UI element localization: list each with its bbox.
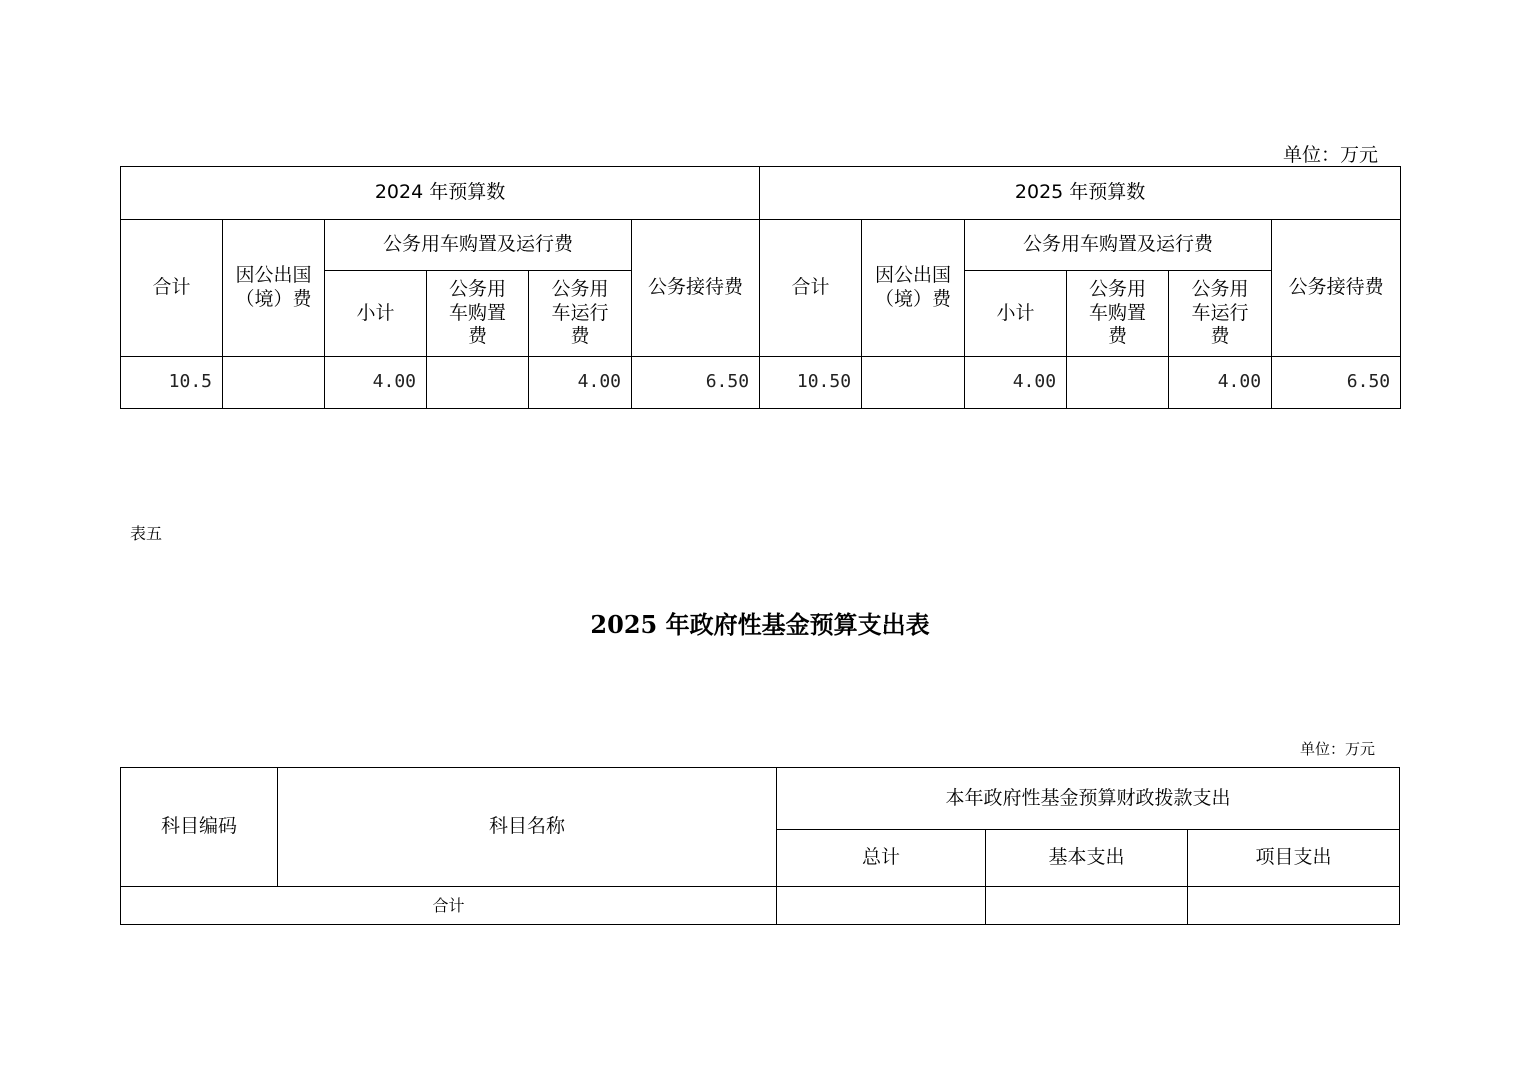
header-subtotal: 小计 [965, 271, 1067, 357]
cell-2024-total: 10.5 [121, 357, 223, 409]
header-2025-budget: 2025 年预算数 [760, 167, 1401, 220]
cell-2025-operation: 4.00 [1169, 357, 1272, 409]
header-subtotal: 小计 [325, 271, 427, 357]
header-subject-code: 科目编码 [121, 768, 278, 887]
header-vehicle-purchase: 公务用车购置费 [427, 271, 529, 357]
table-title: 2025 年政府性基金预算支出表 [590, 610, 930, 639]
cell-2025-purchase [1067, 357, 1169, 409]
header-2024-budget: 2024 年预算数 [121, 167, 760, 220]
three-public-expenses-table [120, 166, 1401, 409]
cell-project-expenditure [1188, 887, 1400, 925]
header-vehicle-operation: 公务用车运行费 [1169, 271, 1272, 357]
header-basic-expenditure: 基本支出 [986, 830, 1188, 887]
cell-2024-subtotal: 4.00 [325, 357, 427, 409]
row-total-label: 合计 [121, 887, 777, 925]
cell-2024-operation: 4.00 [529, 357, 632, 409]
header-project-expenditure: 项目支出 [1188, 830, 1400, 887]
cell-2025-subtotal: 4.00 [965, 357, 1067, 409]
header-total: 合计 [760, 220, 862, 357]
government-fund-expenditure-table [120, 767, 1400, 925]
header-fund-expenditure: 本年政府性基金预算财政拨款支出 [777, 768, 1400, 830]
cell-2025-total: 10.50 [760, 357, 862, 409]
cell-2025-abroad [862, 357, 965, 409]
header-reception-fee: 公务接待费 [1272, 220, 1401, 357]
unit-label: 单位：万元 [1300, 740, 1376, 758]
section-label: 表五 [130, 524, 163, 543]
header-reception-fee: 公务接待费 [632, 220, 760, 357]
header-vehicle-fee: 公务用车购置及运行费 [965, 220, 1272, 271]
table-row [121, 357, 1401, 409]
header-vehicle-operation: 公务用车运行费 [529, 271, 632, 357]
cell-2025-reception: 6.50 [1272, 357, 1401, 409]
header-vehicle-fee: 公务用车购置及运行费 [325, 220, 632, 271]
cell-2024-abroad [223, 357, 325, 409]
header-total: 合计 [121, 220, 223, 357]
header-vehicle-purchase: 公务用车购置费 [1067, 271, 1169, 357]
table-row [121, 887, 1400, 925]
header-subject-name: 科目名称 [278, 768, 777, 887]
cell-2024-purchase [427, 357, 529, 409]
cell-basic-expenditure [986, 887, 1188, 925]
header-abroad-fee: 因公出国（境）费 [223, 220, 325, 357]
header-grand-total: 总计 [777, 830, 986, 887]
cell-grand-total [777, 887, 986, 925]
unit-label: 单位：万元 [1283, 144, 1379, 166]
cell-2024-reception: 6.50 [632, 357, 760, 409]
header-abroad-fee: 因公出国（境）费 [862, 220, 965, 357]
